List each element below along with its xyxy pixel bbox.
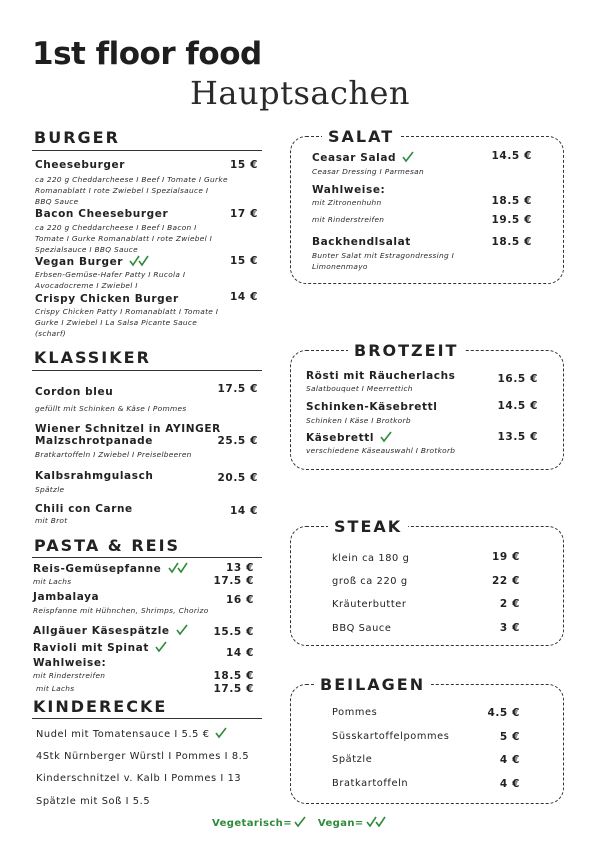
menu-item-name: klein ca 180 g [332, 553, 410, 564]
vegetarian-checkmark-icon [402, 151, 416, 163]
menu-item-description: mit Lachs [33, 577, 72, 586]
vegan-double-checkmark-icon [129, 255, 151, 267]
menu-item-name: groß ca 220 g [332, 576, 408, 587]
section-heading-kinderecke: KINDERECKE [33, 697, 168, 716]
menu-item-name: Reis-Gemüsepfanne [33, 562, 190, 575]
menu-item-price: 3 € [499, 622, 520, 634]
menu-item-name: Jambalaya [33, 591, 100, 603]
choice-label: Wahlweise: [33, 657, 107, 669]
vegetarian-checkmark-icon [155, 641, 169, 653]
section-heading-burger: BURGER [34, 128, 120, 147]
menu-item-price: 4 € [499, 778, 520, 790]
menu-item-name: Cheeseburger [35, 159, 125, 171]
menu-item-name: Allgäuer Käsespätzle [33, 624, 190, 637]
menu-item-description: ca 220 g Cheddarcheese I Beef I Tomate I Gurke Romanablatt I rote Zwiebel I Spezialsauce I BBQ Sauce [35, 175, 228, 206]
menu-subtitle: Hauptsachen [190, 74, 411, 112]
section-heading-klassiker: KLASSIKER [34, 348, 151, 367]
menu-item-price: 14 € [230, 291, 258, 303]
choice-option: mit Lachs [36, 684, 75, 693]
menu-item-price: 4.5 € [487, 707, 520, 719]
menu-item-description: gefüllt mit Schinken & Käse I Pommes [35, 404, 187, 413]
menu-item-name: Bratkartoffeln [332, 778, 409, 789]
menu-item-name: Ravioli mit Spinat [33, 641, 169, 654]
menu-item-price: 14.5 € [491, 150, 532, 162]
menu-item-price: 19 € [492, 551, 520, 563]
menu-item-price: 25.5 € [217, 435, 258, 447]
menu-item-price: 2 € [499, 598, 520, 610]
vegetarian-checkmark-icon [294, 816, 308, 828]
section-heading-beilagen: BEILAGEN [314, 675, 431, 694]
choice-label: Wahlweise: [312, 184, 386, 196]
menu-item-name: Süsskartoffelpommes [332, 731, 450, 742]
menu-item-description: verschiedene Käseauswahl I Brotkorb [306, 446, 456, 455]
menu-item-price: 15 € [230, 255, 258, 267]
legend-vegetarian-label: Vegetarisch= [212, 818, 292, 829]
menu-item-name: Backhendlsalat [312, 236, 411, 248]
menu-item-price: 5 € [499, 731, 520, 743]
menu-item-price: 16 € [226, 594, 254, 606]
menu-item-description: Reispfanne mit Hühnchen, Shrimps, Chorizo [33, 606, 209, 615]
menu-item-name: Wiener Schnitzel in AYINGER Malzschrotpanade [35, 423, 221, 447]
menu-item-name: Crispy Chicken Burger [35, 293, 179, 305]
menu-item-description: Erbsen-Gemüse-Hafer Patty I Rucola I Avocadocreme I Zwiebel I [35, 270, 186, 290]
menu-item-name: BBQ Sauce [332, 623, 392, 634]
kids-item: Kinderschnitzel v. Kalb I Pommes I 13 [36, 773, 242, 784]
menu-item-price: 22 € [492, 575, 520, 587]
menu-item-price: 13 € [226, 562, 254, 574]
menu-item-price: 15 € [230, 159, 258, 171]
menu-item-price: 14.5 € [497, 400, 538, 412]
menu-item-name: Ceasar Salad [312, 151, 416, 164]
menu-item-name: Cordon bleu [35, 386, 114, 398]
menu-item-name: Spätzle [332, 754, 373, 765]
choice-option-price: 18.5 € [213, 670, 254, 682]
menu-item-name: Vegan Burger [35, 255, 151, 268]
menu-item-description: ca 220 g Cheddarcheese I Beef I Bacon I Tomate I Gurke Romanablatt I rote Zwiebel I Spezialsauce I BBQ Sauce [35, 223, 213, 254]
kids-item: Nudel mit Tomatensauce I 5.5 € [36, 727, 229, 740]
menu-item-price: 18.5 € [491, 236, 532, 248]
menu-item-price: 20.5 € [217, 472, 258, 484]
section-heading-salat: SALAT [322, 127, 400, 146]
choice-option-price: 17.5 € [213, 683, 254, 695]
vegan-double-checkmark-icon [366, 816, 388, 828]
menu-item-name: Bacon Cheeseburger [35, 208, 169, 220]
section-heading-brotzeit: BROTZEIT [348, 341, 464, 360]
menu-item-price: 16.5 € [497, 373, 538, 385]
choice-option-price: 19.5 € [491, 214, 532, 226]
menu-item-description: Bratkartoffeln I Zwiebel I Preiselbeeren [35, 450, 192, 459]
choice-option: mit Zitronenhuhn [312, 198, 382, 207]
legend-vegan-label: Vegan= [317, 818, 364, 829]
menu-item-price: 15.5 € [213, 626, 254, 638]
vegetarian-checkmark-icon [380, 431, 394, 443]
choice-option-price: 18.5 € [491, 195, 532, 207]
section-divider [32, 557, 262, 558]
menu-item-price: 4 € [499, 754, 520, 766]
menu-item-description: mit Brot [35, 516, 68, 525]
menu-item-name: Chili con Carne [35, 503, 133, 515]
choice-option: mit Rinderstreifen [312, 215, 385, 224]
section-divider [32, 718, 262, 719]
menu-item-description: Schinken I Käse I Brotkorb [306, 416, 411, 425]
menu-item-name: Schinken-Käsebrettl [306, 401, 438, 413]
menu-item-price: 17.5 € [217, 383, 258, 395]
menu-item-description: Salatbouquet I Meerrettich [306, 384, 413, 393]
menu-item-description: Crispy Chicken Patty I Romanablatt I Tomate I Gurke I Zwiebel I La Salsa Picante Sauce (scharf) [35, 307, 219, 338]
section-heading-pasta-reis: PASTA & REIS [34, 536, 181, 555]
menu-item-price: 14 € [226, 647, 254, 659]
kids-item: Spätzle mit Soß I 5.5 [36, 796, 151, 807]
menu-item-description: Ceasar Dressing I Parmesan [312, 167, 424, 176]
menu-item-price: 17.5 € [213, 575, 254, 587]
menu-item-price: 13.5 € [497, 431, 538, 443]
legend [212, 816, 388, 829]
vegan-double-checkmark-icon [168, 562, 190, 574]
menu-item-name: Rösti mit Räucherlachs [306, 370, 456, 382]
menu-item-name: Kalbsrahmgulasch [35, 470, 154, 482]
menu-item-name: Kräuterbutter [332, 599, 407, 610]
section-divider [32, 150, 262, 151]
menu-item-price: 17 € [230, 208, 258, 220]
menu-item-description: Spätzle [35, 485, 65, 494]
kids-item: 4Stk Nürnberger Würstl I Pommes I 8.5 [36, 751, 250, 762]
vegetarian-checkmark-icon [215, 727, 229, 739]
menu-item-name: Pommes [332, 707, 378, 718]
menu-item-price: 14 € [230, 505, 258, 517]
menu-item-name: Käsebrettl [306, 431, 394, 444]
section-heading-steak: STEAK [328, 517, 408, 536]
menu-item-description: Bunter Salat mit Estragondressing I Limonenmayo [312, 251, 455, 271]
choice-option: mit Rinderstreifen [33, 671, 106, 680]
section-divider [32, 370, 262, 371]
restaurant-name: 1st floor food [32, 36, 262, 72]
vegetarian-checkmark-icon [176, 624, 190, 636]
